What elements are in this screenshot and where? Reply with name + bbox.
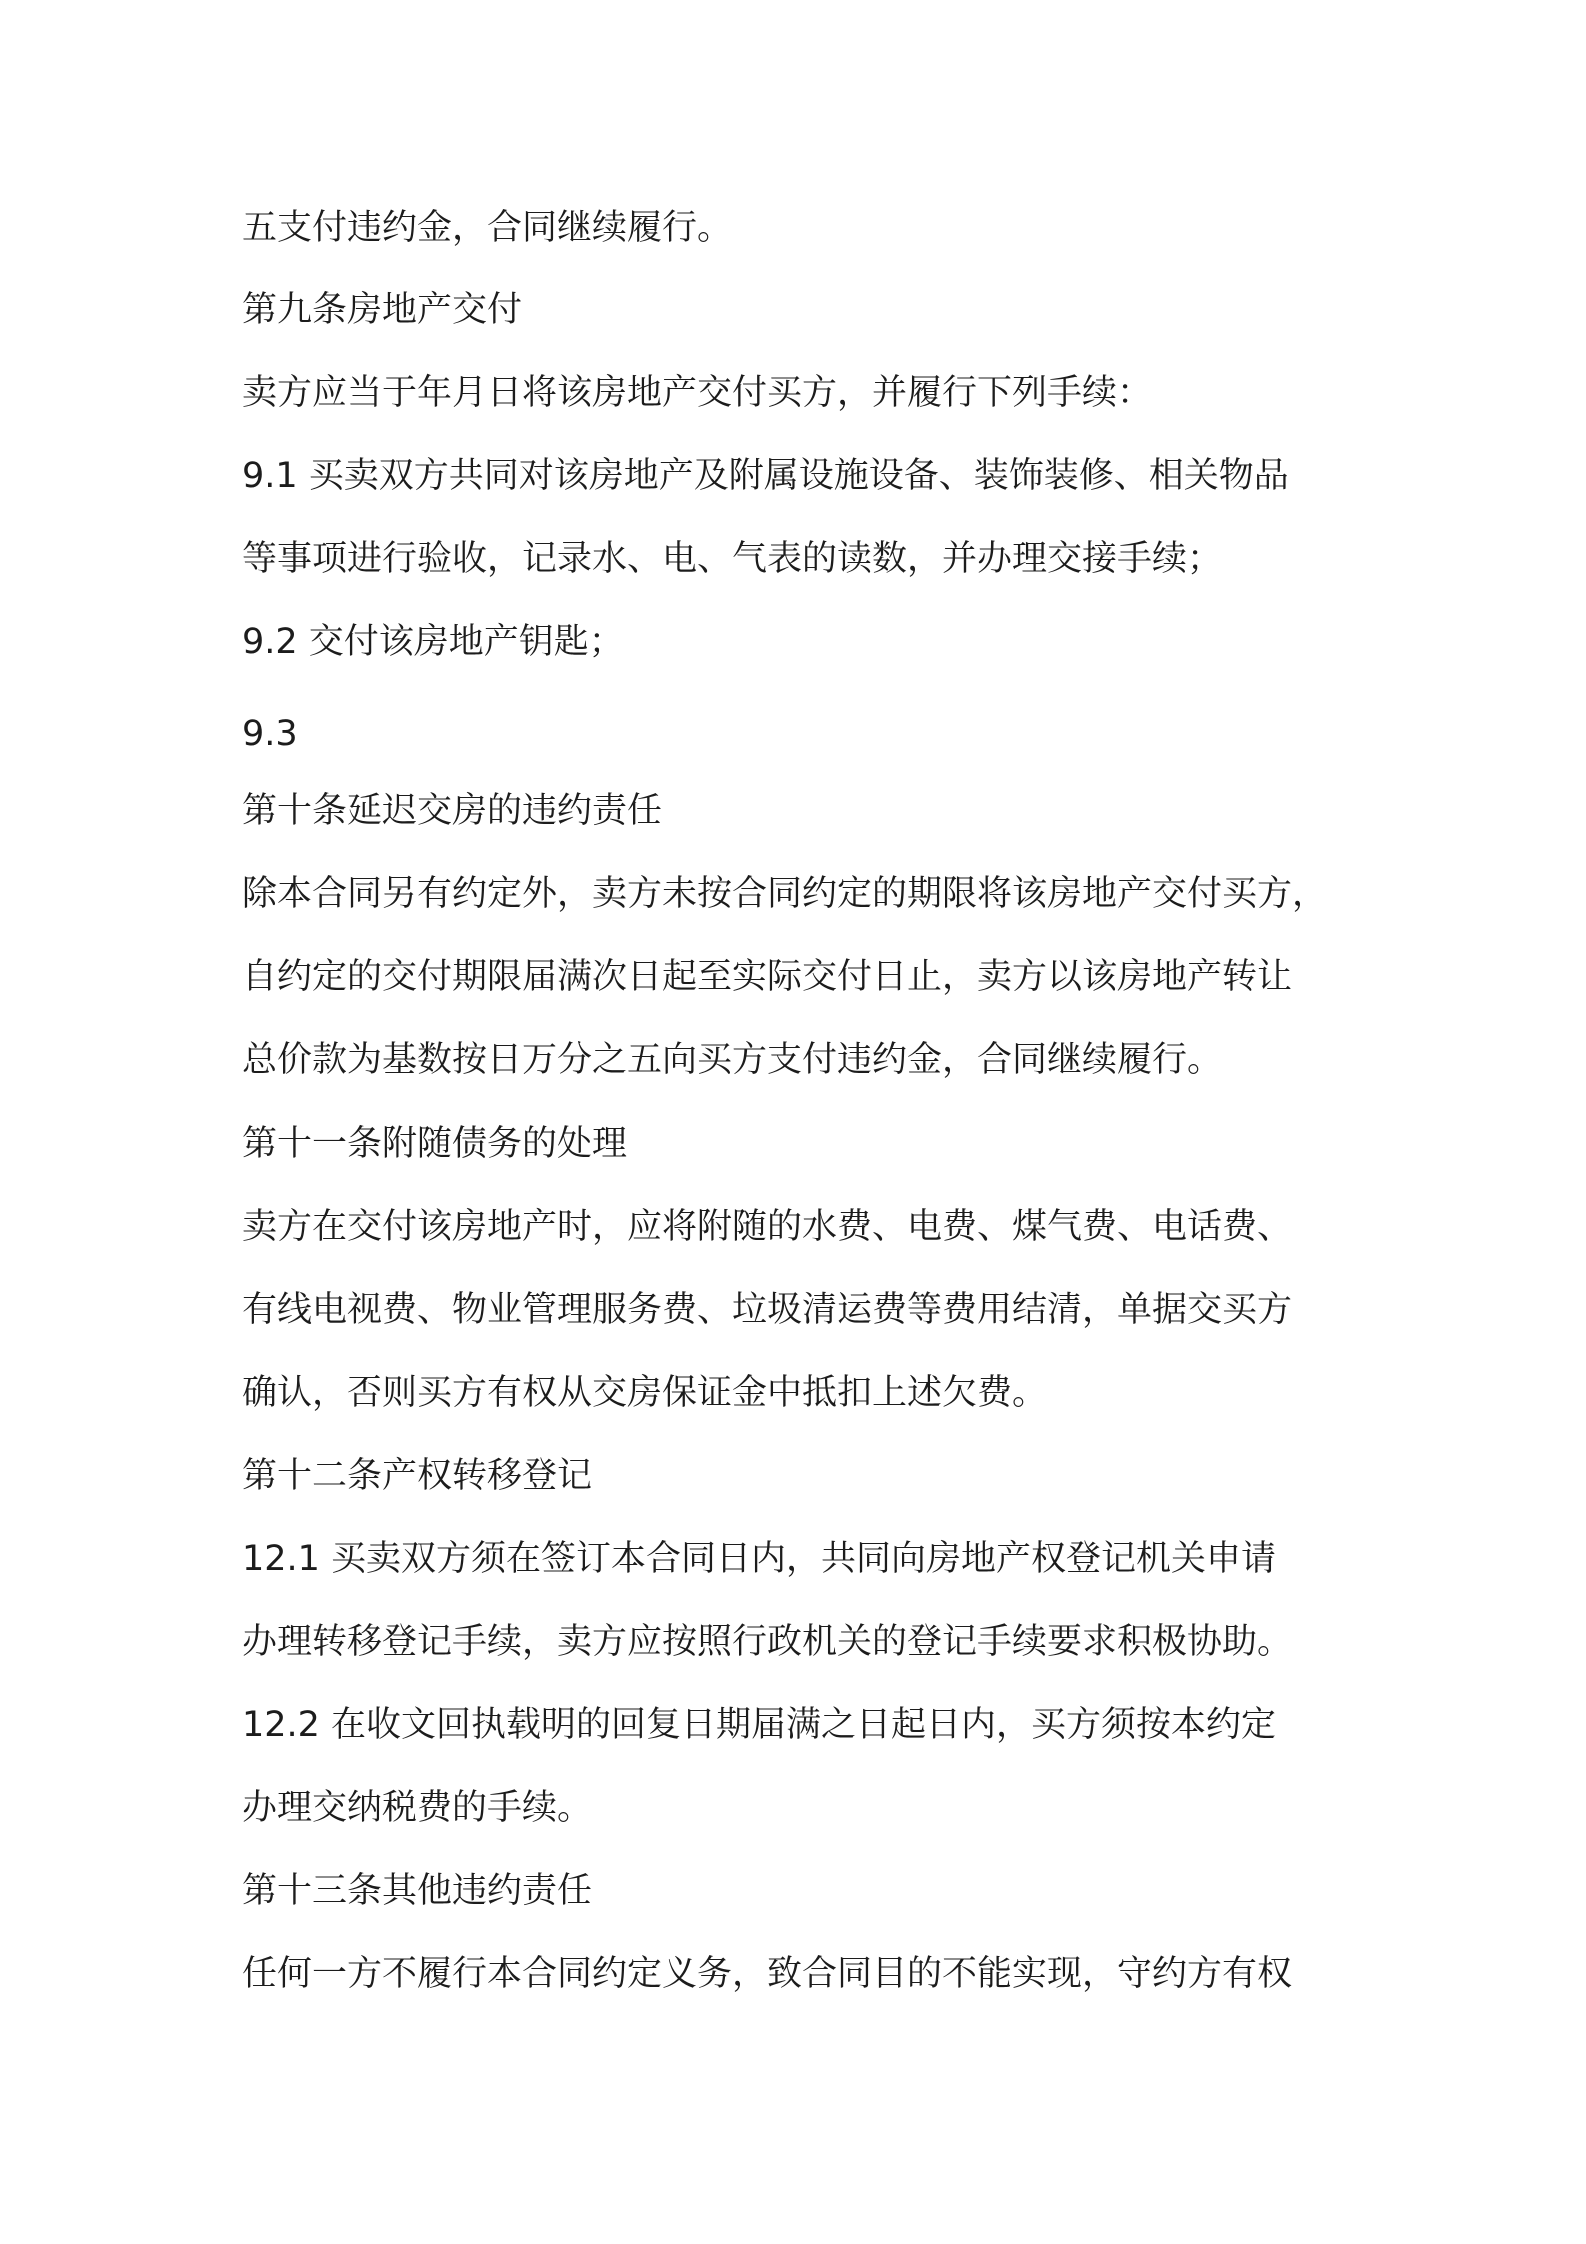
text-line: 卖方应当于年月日将该房地产交付买方，并履行下列手续： xyxy=(242,373,1153,413)
clause-heading: 第十二条产权转移登记 xyxy=(242,1456,593,1496)
text-line: 9.3 xyxy=(242,714,298,754)
text-line: 办理转移登记手续，卖方应按照行政机关的登记手续要求积极协助。 xyxy=(242,1622,1293,1662)
text-line: 12.1 买卖双方须在签订本合同日内，共同向房地产权登记机关申请 xyxy=(242,1539,1277,1579)
text-line: 任何一方不履行本合同约定义务，致合同目的不能实现，守约方有权 xyxy=(242,1954,1293,1994)
text-line: 有线电视费、物业管理服务费、垃圾清运费等费用结清，单据交买方 xyxy=(242,1290,1293,1330)
text-line: 12.2 在收文回执载明的回复日期届满之日起日内，买方须按本约定 xyxy=(242,1705,1277,1745)
text-line: 五支付违约金，合同继续履行。 xyxy=(242,208,733,248)
clause-heading: 第十三条其他违约责任 xyxy=(242,1871,593,1911)
text-line: 总价款为基数按日万分之五向买方支付违约金，合同继续履行。 xyxy=(242,1040,1223,1080)
text-line: 等事项进行验收，记录水、电、气表的读数，并办理交接手续； xyxy=(242,539,1223,579)
clause-heading: 第九条房地产交付 xyxy=(242,290,523,330)
text-line: 自约定的交付期限届满次日起至实际交付日止，卖方以该房地产转让 xyxy=(242,957,1293,997)
text-line: 确认，否则买方有权从交房保证金中抵扣上述欠费。 xyxy=(242,1373,1048,1413)
text-line: 9.1 买卖双方共同对该房地产及附属设施设备、装饰装修、相关物品 xyxy=(242,456,1289,496)
clause-heading: 第十条延迟交房的违约责任 xyxy=(242,791,663,831)
text-line: 9.2 交付该房地产钥匙； xyxy=(242,622,624,662)
clause-heading: 第十一条附随债务的处理 xyxy=(242,1124,628,1164)
text-line: 办理交纳税费的手续。 xyxy=(242,1788,593,1828)
text-line: 除本合同另有约定外，卖方未按合同约定的期限将该房地产交付买方， xyxy=(242,874,1328,914)
text-line: 卖方在交付该房地产时，应将附随的水费、电费、煤气费、电话费、 xyxy=(242,1207,1293,1247)
